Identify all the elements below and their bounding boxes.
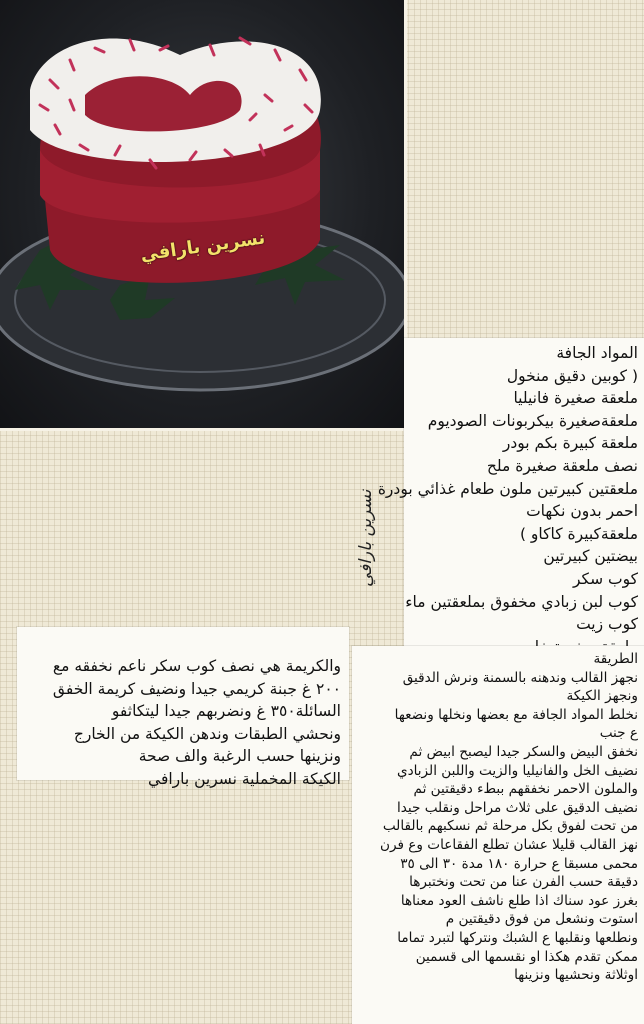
cream-line: ونزينها حسب الرغبة والف صحة (138, 747, 341, 765)
method-line: بغرز عود سناك اذا طلع ناشف العود معناها (400, 892, 638, 909)
ingredient-line: ملعقةكبيرة كاكاو ) (519, 524, 638, 543)
photo-watermark: نسرين بارافي (139, 227, 267, 266)
cream-card (17, 627, 349, 788)
ingredient-line: كوب سكر (572, 569, 638, 588)
ingredient-line: ( كوبين دقيق منخول (506, 366, 638, 385)
method-line: اوثلاثة ونحشيها ونزينها (514, 967, 638, 984)
cake-photo (0, 0, 407, 431)
method-line: محمى مسبقا ع حرارة ١٨٠ مدة ٣٠ الى ٣٥ (400, 855, 638, 872)
ingredient-line: ملعقتين كبيرتين ملون طعام غذائي بودرة (377, 479, 638, 498)
method-line: نخفق البيض والسكر جيدا ليصبح ابيض ثم (409, 743, 638, 760)
cream-line: السائلة٣٥٠ غ ونضربهم جيدا ليتكاثفو (111, 702, 341, 720)
method-line: ع جنب (599, 725, 638, 742)
cream-line: ونحشي الطبقات وندهن الكيكة من الخارج (73, 724, 341, 743)
ingredient-line: ملعقة كبيرة بكم بودر (502, 434, 638, 453)
method-line: ممكن تقدم هكذا او نقسمها الى قسمين (415, 948, 638, 965)
cream-line: والكريمة هي نصف كوب سكر ناعم نخفقه مع (52, 657, 341, 675)
ingredients-heading: المواد الجافة (556, 344, 638, 362)
method-line: نضيف الدقيق على ثلاث مراحل ونقلب جيدا (396, 799, 638, 816)
cream-line: ٢٠٠ غ جبنة كريمي جيدا ونضيف كريمة الخفق (52, 679, 341, 698)
method-heading: الطريقة (593, 651, 638, 667)
method-line: نجهز القالب وندهنه بالسمنة ونرش الدقيق (402, 669, 638, 686)
ingredient-line: كوب لبن زبادي مخفوق بملعقتين ماء (405, 592, 638, 611)
method-line: دقيقة حسب الفرن عنا من تحت ونختبرها (409, 874, 638, 891)
ingredient-line: ملعقة صغيرة فانيليا (513, 389, 638, 408)
method-line: نضيف الخل والفانيليا والزيت واللبن الزبادي (396, 762, 638, 779)
method-line: ونطلعها ونقلبها ع الشبك ونتركها لتبرد تماما (397, 929, 638, 946)
handwritten-signature: نسرين بارافي (356, 490, 376, 588)
method-line: نخلط المواد الجافة مع بعضها ونخلها ونضعها (394, 706, 638, 723)
method-line: من تحت لفوق بكل مرحلة ثم نسكبهم بالقالب (382, 818, 638, 835)
ingredient-line: ملعقةصغيرة بيكربونات الصوديوم (427, 411, 638, 430)
method-line: نهز القالب قليلا عشان تطلع الفقاعات وع فرن (380, 836, 638, 853)
ingredients-card (377, 338, 644, 648)
ingredient-line: بيضتين كبيرتين (543, 547, 638, 566)
cream-line: الكيكة المخملية نسرين بارافي (148, 769, 341, 788)
ingredient-line: نصف ملعقة صغيرة ملح (486, 456, 638, 475)
method-line: ونجهز الكيكة (566, 688, 638, 705)
cake-illustration (0, 0, 404, 428)
ingredient-line: احمر بدون نكهات (526, 502, 638, 521)
method-line: والملون الاحمر نخفقهم ببطء دقيقتين ثم (413, 781, 638, 798)
ingredient-line: كوب زيت (576, 615, 638, 634)
method-line: استوت ونشعل من فوق دقيقتين م (445, 911, 638, 928)
method-card (352, 646, 644, 1024)
